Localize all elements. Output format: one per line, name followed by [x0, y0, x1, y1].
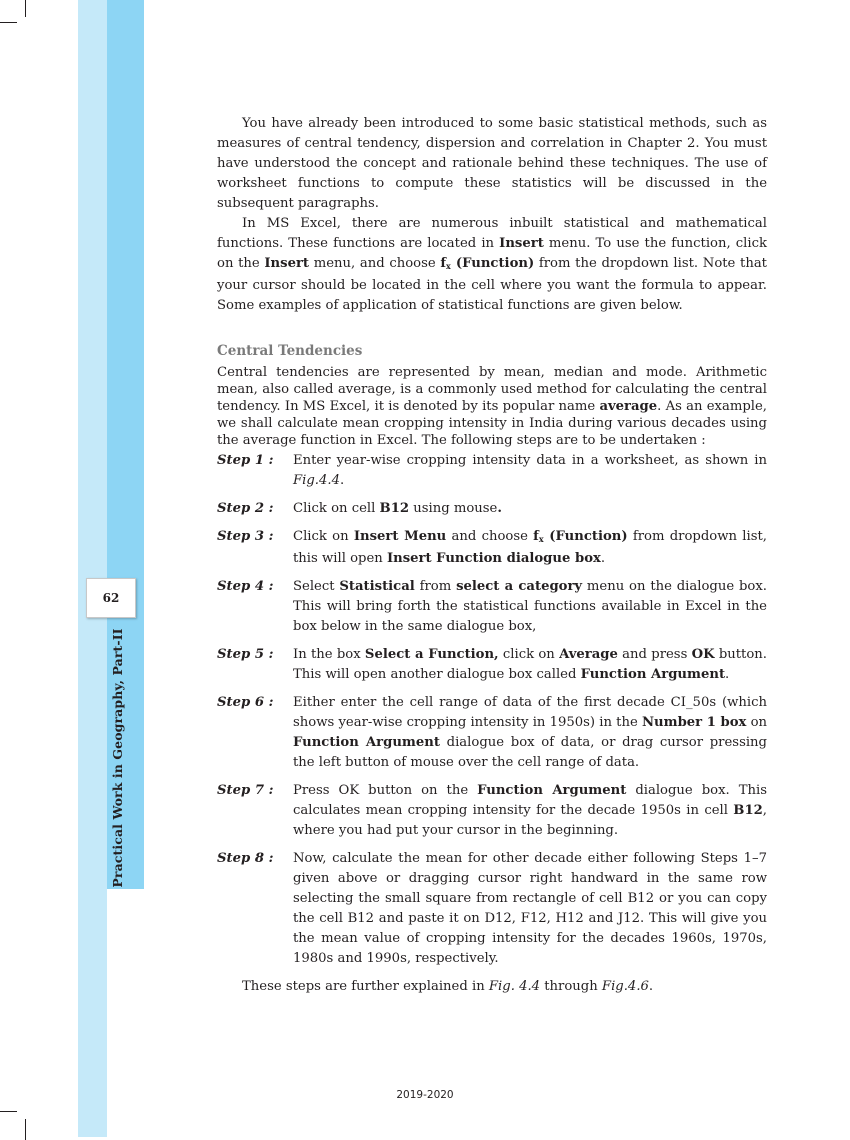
step-label: Step 1 :	[217, 453, 274, 468]
step-label: Step 7 :	[217, 783, 274, 798]
step-text: Click on Insert Menu and choose $f_x$ (Function) from dropdown list, this will open Insert Function dialogue box.	[293, 529, 767, 566]
intro-paragraph-2: In MS Excel, there are numerous inbuilt statistical and mathematical functions. These functions are located in Insert menu. To use the function, click on the Insert menu, and choose $f_x$ (Function) from the dropdown list. Note that your cursor should be located in the cell where you want the formula to appear. Some examples of application of statistical functions are given below.	[217, 216, 767, 313]
step-text: Select Statistical from select a category menu on the dialogue box. This will bring forth the statistical functions available in Excel in the box below in the same dialogue box,	[293, 579, 768, 634]
step-text: In the box Select a Function, click on Average and press OK button. This will open another dialogue box called Function Argument.	[293, 647, 767, 682]
step-item	[217, 527, 767, 569]
step-item	[217, 693, 767, 773]
crop-mark	[0, 1111, 17, 1112]
step-text: Either enter the cell range of data of the first decade CI_50s (which shows year-wise cropping intensity in 1950s) in the Number 1 box on Function Argument dialogue box of data, or drag cursor pressing the left button of mouse over the cell range of data.	[293, 695, 768, 770]
step-label: Step 5 :	[217, 647, 274, 662]
page-number: 62	[86, 578, 136, 618]
step-text: Press OK button on the Function Argument dialogue box. This calculates mean cropping intensity for the decade 1950s in cell B12, where you had put your cursor in the beginning.	[293, 783, 767, 838]
step-text: Click on cell B12 using mouse.	[293, 501, 502, 516]
step-label: Step 3 :	[217, 529, 274, 544]
section-heading: Central Tendencies	[217, 343, 363, 359]
crop-mark	[25, 0, 26, 17]
section-intro: Central tendencies are represented by mean, median and mode. Arithmetic mean, also called average, is a commonly used method for calculating the central tendency. In MS Excel, it is denoted by its popular name average. As an example, we shall calculate mean cropping intensity in India during various decades using the average function in Excel. The following steps are to be undertaken :	[217, 365, 767, 448]
step-text: Enter year-wise cropping intensity data in a worksheet, as shown in Fig.4.4.	[293, 453, 767, 488]
step-text: Now, calculate the mean for other decade either following Steps 1–7 given above or dragging cursor right handward in the same row selecting the small square from rectangle of cell B12 or you can copy the cell B12 and paste it on D12, F12, H12 and J12. This will give you the mean value of cropping intensity for the decades 1960s, 1970s, 1980s and 1990s, respectively.	[293, 851, 767, 966]
step-item	[217, 499, 767, 519]
step-item	[217, 781, 767, 841]
step-item	[217, 849, 767, 969]
footer-year: 2019-2020	[396, 1089, 454, 1101]
intro-paragraph-1: You have already been introduced to some basic statistical methods, such as measures of central tendency, dispersion and correlation in Chapter 2. You must have understood the concept and rationale behind these techniques. The use of worksheet functions to compute these statistics will be discussed in the subsequent paragraphs.	[217, 116, 767, 211]
steps-list	[217, 451, 767, 969]
step-label: Step 8 :	[217, 851, 274, 866]
side-band-light	[78, 0, 107, 1137]
closing-paragraph: These steps are further explained in Fig. 4.4 through Fig.4.6.	[242, 979, 654, 994]
step-item	[217, 577, 767, 637]
step-item	[217, 451, 767, 491]
step-label: Step 6 :	[217, 695, 274, 710]
step-item	[217, 645, 767, 685]
step-label: Step 4 :	[217, 579, 274, 594]
crop-mark	[0, 22, 17, 23]
main-content	[217, 114, 767, 997]
crop-mark	[25, 1119, 26, 1140]
running-title: Practical Work in Geography, Part-II	[109, 628, 125, 888]
step-label: Step 2 :	[217, 501, 274, 516]
